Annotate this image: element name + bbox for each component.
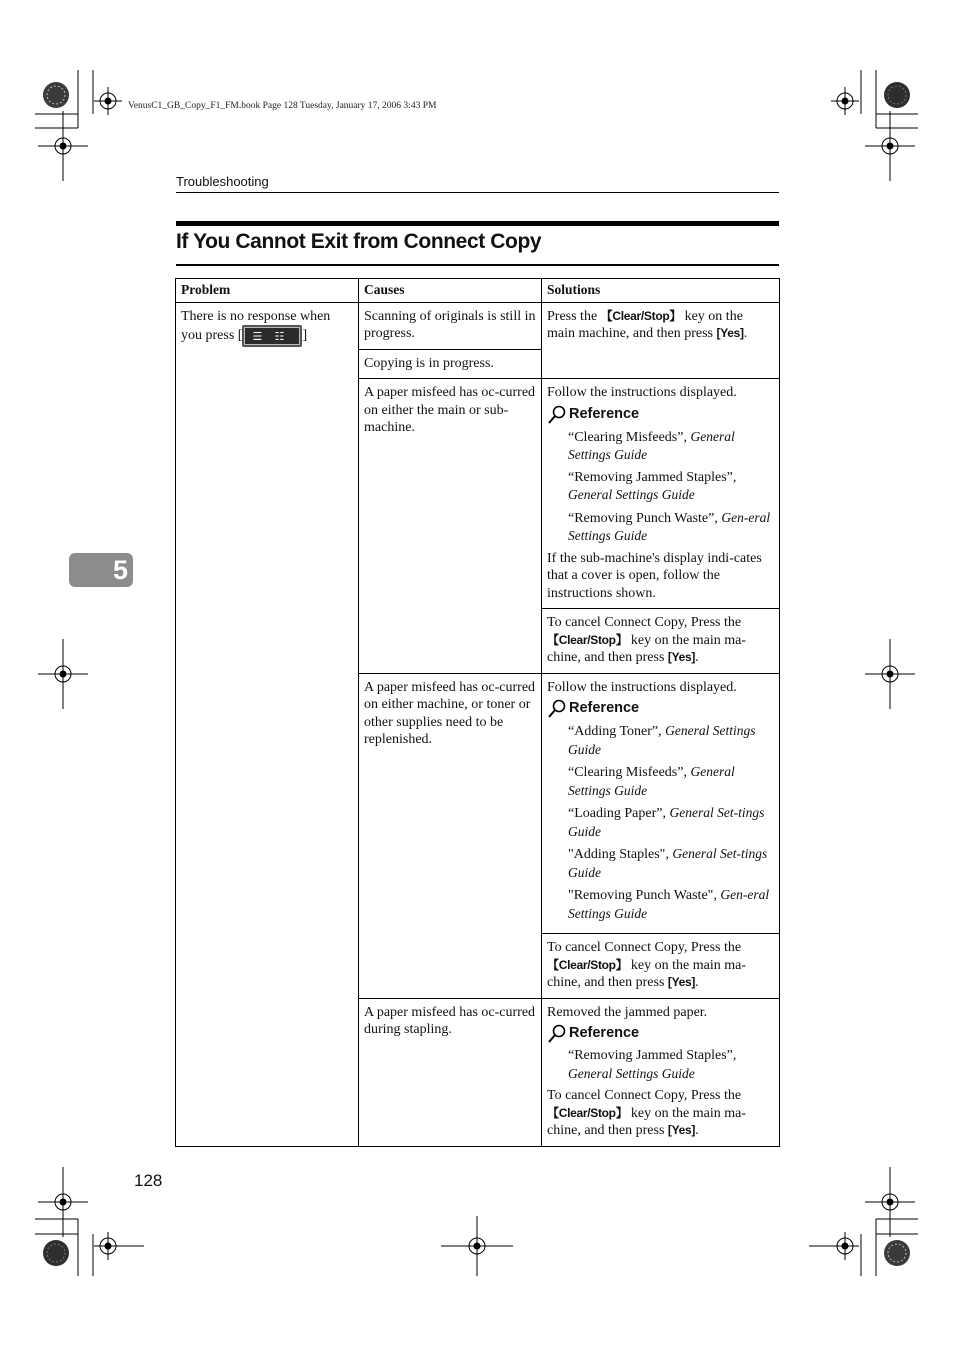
title-bar	[176, 221, 779, 226]
table-header-row	[176, 279, 780, 303]
ref-title: “Removing Jammed Staples”,	[568, 469, 737, 485]
header-problem: Problem	[176, 279, 359, 303]
chapter-tab	[69, 553, 133, 587]
ref-title: “Loading Paper”,	[568, 806, 670, 821]
clear-stop-key: 【Clear/Stop】	[547, 632, 628, 647]
ref-guide: General Settings Guide	[568, 428, 735, 462]
cause-cell: Scanning of originals is still in progress.	[359, 302, 542, 349]
cancel-text: To cancel Connect Copy, Press the	[547, 940, 742, 955]
reference-item	[568, 428, 774, 465]
problem-cell	[176, 302, 359, 1146]
reference-magnifier-icon	[547, 699, 567, 719]
yes-key: [Yes]	[716, 326, 744, 340]
clear-stop-key: 【Clear/Stop】	[547, 957, 628, 972]
cause-cell: A paper misfeed has oc-curred on either machine, or toner or other supplies need to be replenished.	[359, 673, 542, 998]
solution-intro: Removed the jammed paper.	[547, 1004, 708, 1020]
reference-heading	[547, 405, 774, 425]
ref-title: "Adding Staples",	[568, 847, 673, 862]
solution-cell	[542, 609, 780, 674]
solution-note: If the sub-machine's display indi-cates that a cover is open, follow the instructions shown.	[547, 550, 762, 601]
cancel-text: .	[695, 1123, 699, 1138]
file-header: VenusC1_GB_Copy_F1_FM.book Page 128 Tuesday, January 17, 2006 3:43 PM	[128, 101, 437, 111]
reference-magnifier-icon	[547, 405, 567, 425]
problem-text-end: ]	[302, 328, 308, 344]
ref-title: "Removing Punch Waste",	[568, 888, 721, 903]
reference-item	[568, 804, 774, 841]
clear-stop-key: 【Clear/Stop】	[600, 308, 682, 323]
cancel-text: key on the main ma-chine, and then press	[547, 957, 746, 990]
cause-cell: Copying is in progress.	[359, 349, 542, 379]
reference-label: Reference	[569, 405, 640, 422]
ref-guide: General Set-tings Guide	[568, 805, 765, 839]
table-row	[176, 302, 780, 349]
ref-guide: Gen-eral Settings Guide	[568, 509, 771, 543]
chapter-number: 5	[112, 555, 128, 585]
reference-item	[568, 1047, 774, 1083]
ref-title: “Removing Jammed Staples”,	[568, 1048, 737, 1063]
ref-guide: General Settings Guide	[568, 723, 756, 757]
ref-guide: General Settings Guide	[568, 764, 735, 798]
ref-guide: Gen-eral Settings Guide	[568, 887, 770, 921]
reference-heading	[547, 1024, 774, 1044]
yes-key: [Yes]	[667, 975, 696, 989]
reference-item	[568, 509, 774, 546]
yes-key: [Yes]	[667, 650, 696, 664]
cancel-text: .	[695, 975, 699, 990]
cancel-text: To cancel Connect Copy, Press the	[547, 1088, 742, 1103]
reference-item	[568, 469, 774, 505]
solution-intro: Follow the instructions displayed.	[547, 679, 737, 695]
reference-label: Reference	[569, 1025, 640, 1042]
header-solutions: Solutions	[542, 279, 780, 303]
reference-label: Reference	[569, 700, 640, 717]
ref-guide: General Settings Guide	[568, 1065, 695, 1081]
cancel-text: .	[695, 650, 699, 665]
running-rule	[176, 192, 779, 193]
reference-item	[568, 886, 774, 923]
reference-magnifier-icon	[547, 1024, 567, 1044]
ref-guide: General Settings Guide	[568, 487, 695, 502]
reference-heading	[547, 699, 774, 719]
solution-text: Press the	[547, 308, 601, 324]
ref-title: “Clearing Misfeeds”,	[568, 429, 691, 445]
problem-text: There is no response when you press [	[181, 308, 331, 344]
solution-text: key on the main machine, and then press	[547, 308, 743, 341]
solution-text: .	[743, 326, 748, 341]
cause-cell: A paper misfeed has oc-curred on either the main or sub-machine.	[359, 379, 542, 674]
ref-title: “Adding Toner”,	[568, 724, 666, 739]
ref-guide: General Set-tings Guide	[568, 846, 768, 880]
header-causes: Causes	[359, 279, 542, 303]
cause-cell: A paper misfeed has oc-curred during stapling.	[359, 998, 542, 1146]
clear-stop-key: 【Clear/Stop】	[547, 1105, 628, 1120]
ref-title: “Clearing Misfeeds”,	[568, 765, 691, 780]
yes-key: [Yes]	[667, 1123, 696, 1137]
reference-item	[568, 722, 774, 759]
solution-cell	[542, 302, 780, 379]
cancel-text: To cancel Connect Copy, Press the	[547, 615, 742, 630]
page-title: If You Cannot Exit from Connect Copy	[176, 230, 542, 253]
troubleshooting-table	[175, 278, 780, 1147]
solution-cell	[542, 379, 780, 609]
cancel-text: key on the main ma-chine, and then press	[547, 1105, 746, 1138]
solution-cell	[542, 998, 780, 1146]
solution-cell	[542, 934, 780, 999]
ref-title: “Removing Punch Waste”,	[568, 510, 722, 526]
connect-copy-icon: ☰ ☷	[242, 325, 302, 347]
cancel-text: key on the main ma-chine, and then press	[547, 632, 746, 665]
reference-item	[568, 845, 774, 882]
reference-item	[568, 763, 774, 800]
title-rule	[176, 264, 779, 266]
solution-cell	[542, 673, 780, 934]
page-number: 128	[134, 1171, 163, 1190]
solution-intro: Follow the instructions displayed.	[547, 385, 737, 400]
running-head: Troubleshooting	[176, 174, 269, 189]
